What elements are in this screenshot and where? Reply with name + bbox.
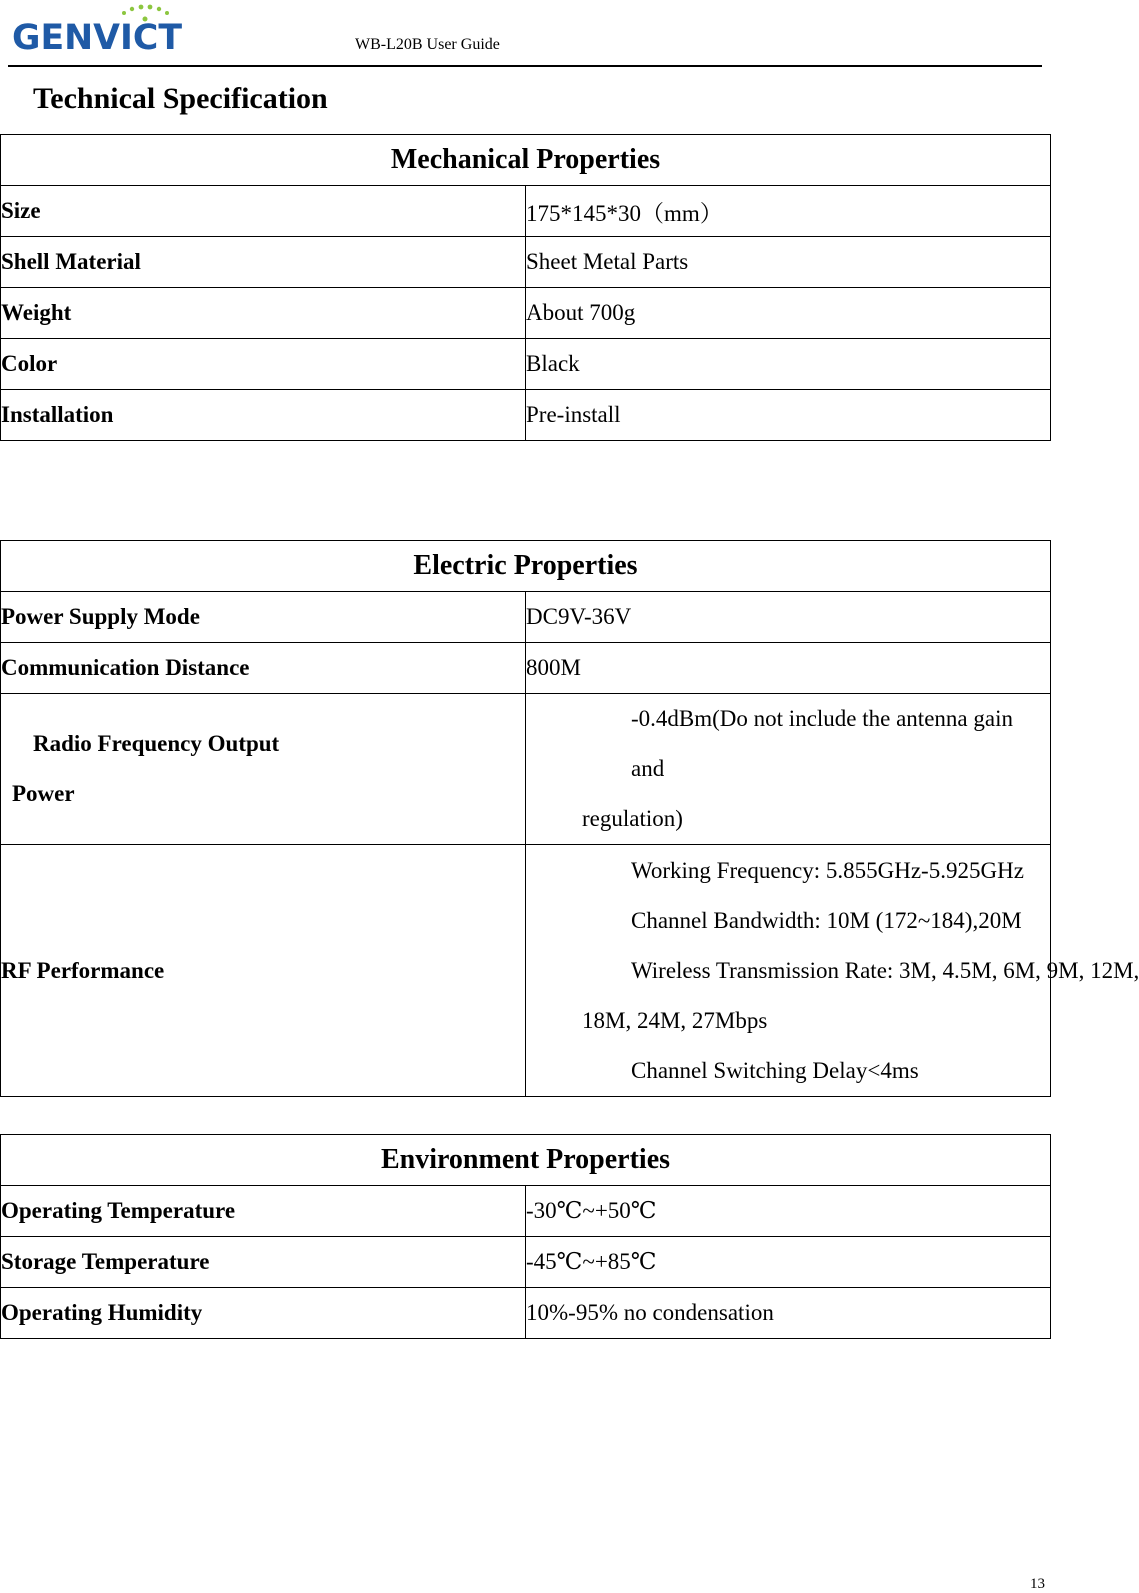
table-row bbox=[1, 1288, 1051, 1339]
svg-text:GENVICT: GENVICT bbox=[12, 18, 183, 58]
table-row bbox=[1, 390, 1051, 441]
color-label: Color bbox=[1, 339, 526, 390]
table-row bbox=[1, 288, 1051, 339]
operating-humidity-value: 10%-95% no condensation bbox=[526, 1288, 1051, 1339]
document-title: WB-L20B User Guide bbox=[355, 36, 500, 53]
communication-distance-label: Communication Distance bbox=[1, 643, 526, 694]
table-row bbox=[1, 845, 1051, 1097]
size-label: Size bbox=[1, 186, 526, 237]
transmission-rate-line-cont: 18M, 24M, 27Mbps bbox=[582, 1007, 768, 1033]
electric-properties-table bbox=[0, 540, 1139, 1097]
rf-output-power-value-line2: regulation) bbox=[582, 806, 683, 831]
table-row bbox=[1, 237, 1051, 288]
table-row bbox=[1, 339, 1051, 390]
operating-temperature-label: Operating Temperature bbox=[1, 1186, 526, 1237]
header-divider bbox=[8, 65, 1042, 67]
electric-heading: Electric Properties bbox=[1, 541, 1051, 592]
power-supply-value: DC9V-36V bbox=[526, 592, 1051, 643]
working-frequency-line: Working Frequency: 5.855GHz-5.925GHz bbox=[631, 857, 1024, 883]
rf-output-power-label-line2: Power bbox=[12, 781, 75, 806]
table-header-row bbox=[1, 1135, 1051, 1186]
communication-distance-value: 800M bbox=[526, 643, 1051, 694]
table-row bbox=[1, 592, 1051, 643]
table-row bbox=[1, 694, 1051, 845]
mechanical-properties-table bbox=[0, 134, 1051, 441]
page-number: 13 bbox=[1030, 1576, 1045, 1592]
table-header-row bbox=[1, 135, 1051, 186]
page-title: Technical Specification bbox=[33, 82, 328, 115]
genvict-logo bbox=[12, 4, 184, 56]
installation-value: Pre-install bbox=[526, 390, 1051, 441]
power-supply-label: Power Supply Mode bbox=[1, 592, 526, 643]
operating-temperature-value: -30℃~+50℃ bbox=[526, 1186, 1051, 1237]
rf-output-power-value-line1: -0.4dBm(Do not include the antenna gain and bbox=[631, 706, 1013, 781]
weight-value: About 700g bbox=[526, 288, 1051, 339]
operating-humidity-label: Operating Humidity bbox=[1, 1288, 526, 1339]
environment-properties-table bbox=[0, 1134, 1051, 1339]
rf-output-power-label-line1: Radio Frequency Output bbox=[33, 731, 280, 756]
rf-performance-label: RF Performance bbox=[1, 845, 526, 1097]
shell-material-label: Shell Material bbox=[1, 237, 526, 288]
table-row bbox=[1, 1237, 1051, 1288]
rf-output-power-value bbox=[526, 694, 1051, 845]
weight-label: Weight bbox=[1, 288, 526, 339]
mechanical-heading: Mechanical Properties bbox=[1, 135, 1051, 186]
rf-performance-value bbox=[526, 845, 1139, 1097]
table-row bbox=[1, 1186, 1051, 1237]
storage-temperature-label: Storage Temperature bbox=[1, 1237, 526, 1288]
rf-output-power-label bbox=[1, 694, 526, 845]
channel-bandwidth-line: Channel Bandwidth: 10M (172~184),20M bbox=[631, 907, 1022, 933]
size-value: 175*145*30（mm） bbox=[526, 186, 1051, 237]
storage-temperature-value: -45℃~+85℃ bbox=[526, 1237, 1051, 1288]
shell-material-value: Sheet Metal Parts bbox=[526, 237, 1051, 288]
installation-label: Installation bbox=[1, 390, 526, 441]
switching-delay-line: Channel Switching Delay<4ms bbox=[631, 1057, 919, 1083]
color-value: Black bbox=[526, 339, 1051, 390]
environment-heading: Environment Properties bbox=[1, 1135, 1051, 1186]
table-row bbox=[1, 186, 1051, 237]
table-header-row bbox=[1, 541, 1051, 592]
transmission-rate-line: Wireless Transmission Rate: 3M, 4.5M, 6M, 9M, 12M, bbox=[631, 957, 1139, 983]
table-row bbox=[1, 643, 1051, 694]
